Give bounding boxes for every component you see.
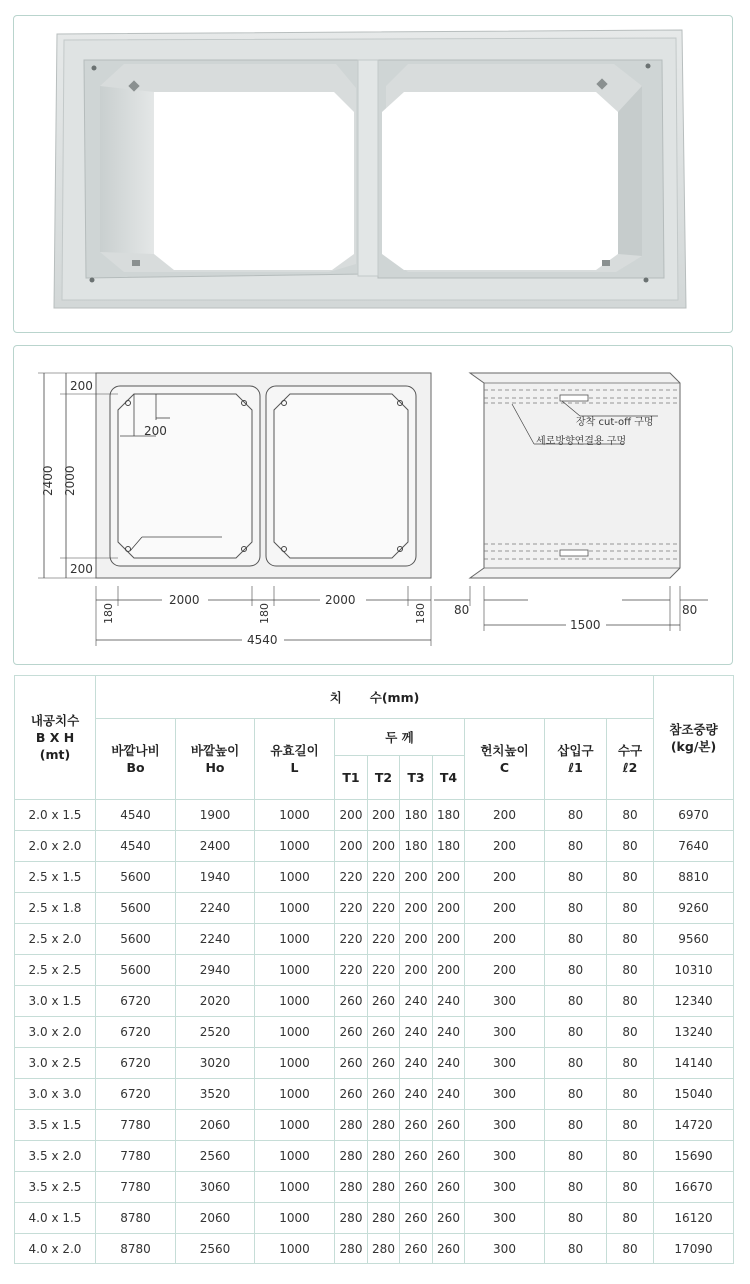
table-cell: 260 xyxy=(433,1203,465,1234)
table-cell: 80 xyxy=(545,1110,607,1141)
table-cell: 80 xyxy=(607,1234,654,1264)
table-cell: 7780 xyxy=(96,1110,176,1141)
spec-table-body xyxy=(15,800,734,1264)
table-cell: 12340 xyxy=(654,986,734,1017)
table-cell: 280 xyxy=(368,1203,400,1234)
header-insert-port: 삽입구 ℓ1 xyxy=(545,719,607,800)
table-cell: 240 xyxy=(400,1017,433,1048)
table-cell: 80 xyxy=(607,862,654,893)
table-row xyxy=(15,862,734,893)
table-cell: 1000 xyxy=(255,1172,335,1203)
table-cell: 2560 xyxy=(176,1141,255,1172)
header-outer-height: 바깥높이 Ho xyxy=(176,719,255,800)
table-row xyxy=(15,1234,734,1264)
table-cell: 8780 xyxy=(96,1234,176,1264)
table-row xyxy=(15,1048,734,1079)
table-cell: 300 xyxy=(465,1203,545,1234)
table-cell: 1000 xyxy=(255,831,335,862)
table-cell: 280 xyxy=(368,1172,400,1203)
table-cell: 200 xyxy=(465,862,545,893)
table-row xyxy=(15,986,734,1017)
header-ref-weight: 참조중량 (kg/본) xyxy=(654,676,734,800)
table-row xyxy=(15,1110,734,1141)
table-cell: 260 xyxy=(400,1141,433,1172)
table-cell: 260 xyxy=(433,1172,465,1203)
table-cell: 6720 xyxy=(96,1048,176,1079)
table-cell: 2060 xyxy=(176,1203,255,1234)
table-cell: 80 xyxy=(607,1141,654,1172)
table-cell: 2.5 x 1.5 xyxy=(15,862,96,893)
dim-cell1-width: 2000 xyxy=(169,593,200,607)
table-cell: 1940 xyxy=(176,862,255,893)
table-cell: 260 xyxy=(335,1017,368,1048)
header-t3: T3 xyxy=(400,756,433,800)
table-cell: 280 xyxy=(335,1172,368,1203)
table-cell: 280 xyxy=(335,1234,368,1264)
table-cell: 280 xyxy=(335,1203,368,1234)
dim-total-height: 2400 xyxy=(41,465,55,496)
table-cell: 2520 xyxy=(176,1017,255,1048)
table-cell: 80 xyxy=(607,924,654,955)
table-cell: 260 xyxy=(400,1234,433,1264)
table-cell: 15690 xyxy=(654,1141,734,1172)
table-cell: 200 xyxy=(433,955,465,986)
table-cell: 200 xyxy=(400,924,433,955)
table-cell: 80 xyxy=(607,986,654,1017)
table-cell: 80 xyxy=(545,1079,607,1110)
table-cell: 200 xyxy=(465,924,545,955)
table-row xyxy=(15,800,734,831)
table-cell: 300 xyxy=(465,1048,545,1079)
table-cell: 80 xyxy=(545,924,607,955)
table-cell: 180 xyxy=(400,831,433,862)
table-cell: 300 xyxy=(465,1172,545,1203)
header-outer-width: 바깥나비 Bo xyxy=(96,719,176,800)
table-cell: 9260 xyxy=(654,893,734,924)
table-cell: 240 xyxy=(433,1079,465,1110)
table-cell: 280 xyxy=(368,1234,400,1264)
table-cell: 300 xyxy=(465,1141,545,1172)
table-cell: 80 xyxy=(545,955,607,986)
table-cell: 5600 xyxy=(96,862,176,893)
table-row xyxy=(15,924,734,955)
table-cell: 200 xyxy=(465,800,545,831)
table-cell: 220 xyxy=(335,893,368,924)
table-cell: 7780 xyxy=(96,1172,176,1203)
table-cell: 1000 xyxy=(255,1141,335,1172)
table-cell: 280 xyxy=(335,1110,368,1141)
table-cell: 80 xyxy=(607,800,654,831)
table-cell: 1000 xyxy=(255,1110,335,1141)
table-cell: 1000 xyxy=(255,1017,335,1048)
dim-haunch: 200 xyxy=(144,424,167,438)
spec-table xyxy=(14,675,734,1264)
table-cell: 1000 xyxy=(255,924,335,955)
table-cell: 200 xyxy=(465,955,545,986)
table-cell: 2.5 x 1.8 xyxy=(15,893,96,924)
dim-right-wall: 180 xyxy=(414,603,427,624)
table-cell: 80 xyxy=(607,1110,654,1141)
table-cell: 3.5 x 1.5 xyxy=(15,1110,96,1141)
table-cell: 260 xyxy=(400,1203,433,1234)
table-cell: 2020 xyxy=(176,986,255,1017)
table-cell: 7780 xyxy=(96,1141,176,1172)
table-cell: 80 xyxy=(607,1017,654,1048)
table-row xyxy=(15,1017,734,1048)
dim-top-thickness: 200 xyxy=(70,379,93,393)
table-cell: 2.0 x 2.0 xyxy=(15,831,96,862)
header-effective-length: 유효길이 L xyxy=(255,719,335,800)
table-cell: 16120 xyxy=(654,1203,734,1234)
table-cell: 220 xyxy=(335,924,368,955)
table-cell: 200 xyxy=(400,862,433,893)
table-cell: 5600 xyxy=(96,955,176,986)
technical-drawing-panel xyxy=(13,345,733,665)
table-cell: 9560 xyxy=(654,924,734,955)
table-cell: 4540 xyxy=(96,800,176,831)
table-cell: 80 xyxy=(607,1203,654,1234)
table-cell: 200 xyxy=(335,831,368,862)
table-cell: 240 xyxy=(433,1048,465,1079)
table-row xyxy=(15,1203,734,1234)
table-cell: 17090 xyxy=(654,1234,734,1264)
table-cell: 80 xyxy=(607,831,654,862)
table-cell: 5600 xyxy=(96,893,176,924)
table-cell: 2.5 x 2.5 xyxy=(15,955,96,986)
table-cell: 200 xyxy=(433,862,465,893)
table-cell: 220 xyxy=(368,924,400,955)
table-cell: 2240 xyxy=(176,924,255,955)
table-cell: 300 xyxy=(465,986,545,1017)
table-cell: 3020 xyxy=(176,1048,255,1079)
table-cell: 4540 xyxy=(96,831,176,862)
header-dimensions-group: 치 수(mm) xyxy=(96,676,654,719)
table-cell: 1000 xyxy=(255,1203,335,1234)
table-cell: 2560 xyxy=(176,1234,255,1264)
table-cell: 8810 xyxy=(654,862,734,893)
table-cell: 3.0 x 1.5 xyxy=(15,986,96,1017)
table-cell: 4.0 x 2.0 xyxy=(15,1234,96,1264)
table-cell: 1000 xyxy=(255,955,335,986)
table-cell: 260 xyxy=(400,1110,433,1141)
table-cell: 240 xyxy=(400,1079,433,1110)
table-cell: 80 xyxy=(545,831,607,862)
table-row xyxy=(15,955,734,986)
concrete-box-culvert-photo xyxy=(14,16,734,334)
table-cell: 3.0 x 2.5 xyxy=(15,1048,96,1079)
table-cell: 80 xyxy=(545,1234,607,1264)
header-thickness-group: 두 께 xyxy=(335,719,465,756)
table-cell: 260 xyxy=(335,1048,368,1079)
table-cell: 1000 xyxy=(255,800,335,831)
table-cell: 260 xyxy=(335,1079,368,1110)
table-cell: 80 xyxy=(545,862,607,893)
table-cell: 80 xyxy=(545,800,607,831)
table-cell: 6970 xyxy=(654,800,734,831)
table-cell: 220 xyxy=(368,955,400,986)
table-cell: 300 xyxy=(465,1079,545,1110)
table-cell: 80 xyxy=(607,955,654,986)
table-cell: 200 xyxy=(368,800,400,831)
table-cell: 300 xyxy=(465,1017,545,1048)
table-cell: 260 xyxy=(433,1110,465,1141)
table-cell: 6720 xyxy=(96,1079,176,1110)
table-cell: 3.5 x 2.0 xyxy=(15,1141,96,1172)
table-cell: 2060 xyxy=(176,1110,255,1141)
table-cell: 80 xyxy=(545,1172,607,1203)
table-cell: 2240 xyxy=(176,893,255,924)
table-cell: 80 xyxy=(545,1048,607,1079)
table-cell: 180 xyxy=(433,831,465,862)
technical-drawing xyxy=(14,346,734,666)
table-cell: 220 xyxy=(368,862,400,893)
table-cell: 240 xyxy=(433,1017,465,1048)
table-cell: 200 xyxy=(400,955,433,986)
table-cell: 80 xyxy=(545,1141,607,1172)
table-cell: 260 xyxy=(433,1234,465,1264)
table-cell: 3.5 x 2.5 xyxy=(15,1172,96,1203)
table-cell: 8780 xyxy=(96,1203,176,1234)
table-cell: 280 xyxy=(368,1141,400,1172)
table-cell: 15040 xyxy=(654,1079,734,1110)
dim-left-wall: 180 xyxy=(102,603,115,624)
table-cell: 260 xyxy=(368,1079,400,1110)
table-cell: 1000 xyxy=(255,862,335,893)
table-cell: 260 xyxy=(368,1048,400,1079)
table-cell: 240 xyxy=(400,986,433,1017)
table-cell: 10310 xyxy=(654,955,734,986)
dim-mid-wall: 180 xyxy=(258,603,271,624)
table-cell: 220 xyxy=(335,862,368,893)
table-cell: 200 xyxy=(368,831,400,862)
table-cell: 80 xyxy=(545,893,607,924)
table-cell: 5600 xyxy=(96,924,176,955)
table-cell: 200 xyxy=(400,893,433,924)
table-cell: 200 xyxy=(433,924,465,955)
dim-effective-length: 1500 xyxy=(570,618,601,632)
dim-inner-height: 2000 xyxy=(63,465,77,496)
table-cell: 180 xyxy=(400,800,433,831)
table-cell: 1000 xyxy=(255,1079,335,1110)
front-view xyxy=(38,373,431,648)
table-cell: 2400 xyxy=(176,831,255,862)
header-t1: T1 xyxy=(335,756,368,800)
dim-socket-left: 80 xyxy=(454,603,470,617)
table-cell: 260 xyxy=(433,1141,465,1172)
table-row xyxy=(15,1079,734,1110)
table-cell: 220 xyxy=(335,955,368,986)
table-cell: 180 xyxy=(433,800,465,831)
table-cell: 200 xyxy=(433,893,465,924)
table-cell: 260 xyxy=(368,1017,400,1048)
table-cell: 80 xyxy=(607,893,654,924)
dim-total-width: 4540 xyxy=(247,633,278,647)
table-cell: 220 xyxy=(368,893,400,924)
table-cell: 240 xyxy=(400,1048,433,1079)
header-haunch-height: 헌치높이 C xyxy=(465,719,545,800)
table-cell: 6720 xyxy=(96,986,176,1017)
table-cell: 300 xyxy=(465,1234,545,1264)
table-cell: 80 xyxy=(545,1017,607,1048)
table-cell: 3.0 x 2.0 xyxy=(15,1017,96,1048)
table-cell: 2940 xyxy=(176,955,255,986)
table-cell: 260 xyxy=(335,986,368,1017)
table-cell: 280 xyxy=(368,1110,400,1141)
table-cell: 200 xyxy=(335,800,368,831)
table-cell: 260 xyxy=(400,1172,433,1203)
table-row xyxy=(15,831,734,862)
table-cell: 1900 xyxy=(176,800,255,831)
table-cell: 14140 xyxy=(654,1048,734,1079)
header-inner-size: 내공치수 B X H (mt) xyxy=(15,676,96,800)
label-connection-hole: 세로방향연결용 구멍 xyxy=(536,436,627,447)
table-cell: 3520 xyxy=(176,1079,255,1110)
dim-bottom-thickness: 200 xyxy=(70,562,93,576)
table-row xyxy=(15,1172,734,1203)
table-cell: 1000 xyxy=(255,1048,335,1079)
table-cell: 1000 xyxy=(255,1234,335,1264)
label-cutoff-hole: 장착 cut-off 구멍 xyxy=(576,417,654,428)
table-cell: 3.0 x 3.0 xyxy=(15,1079,96,1110)
header-t4: T4 xyxy=(433,756,465,800)
table-cell: 80 xyxy=(607,1172,654,1203)
table-cell: 14720 xyxy=(654,1110,734,1141)
table-cell: 200 xyxy=(465,831,545,862)
table-cell: 1000 xyxy=(255,986,335,1017)
table-cell: 300 xyxy=(465,1110,545,1141)
table-cell: 1000 xyxy=(255,893,335,924)
table-cell: 7640 xyxy=(654,831,734,862)
table-cell: 80 xyxy=(545,986,607,1017)
table-cell: 80 xyxy=(607,1079,654,1110)
table-cell: 200 xyxy=(465,893,545,924)
table-cell: 80 xyxy=(545,1203,607,1234)
table-cell: 260 xyxy=(368,986,400,1017)
header-t2: T2 xyxy=(368,756,400,800)
table-cell: 13240 xyxy=(654,1017,734,1048)
table-cell: 3060 xyxy=(176,1172,255,1203)
table-cell: 240 xyxy=(433,986,465,1017)
table-row xyxy=(15,893,734,924)
table-cell: 16670 xyxy=(654,1172,734,1203)
header-socket-port: 수구 ℓ2 xyxy=(607,719,654,800)
side-view xyxy=(434,373,708,632)
dim-cell2-width: 2000 xyxy=(325,593,356,607)
table-cell: 2.5 x 2.0 xyxy=(15,924,96,955)
table-row xyxy=(15,1141,734,1172)
dim-socket-right: 80 xyxy=(682,603,698,617)
table-cell: 280 xyxy=(335,1141,368,1172)
table-cell: 4.0 x 1.5 xyxy=(15,1203,96,1234)
product-photo-panel xyxy=(13,15,733,333)
table-cell: 80 xyxy=(607,1048,654,1079)
table-cell: 2.0 x 1.5 xyxy=(15,800,96,831)
table-cell: 6720 xyxy=(96,1017,176,1048)
